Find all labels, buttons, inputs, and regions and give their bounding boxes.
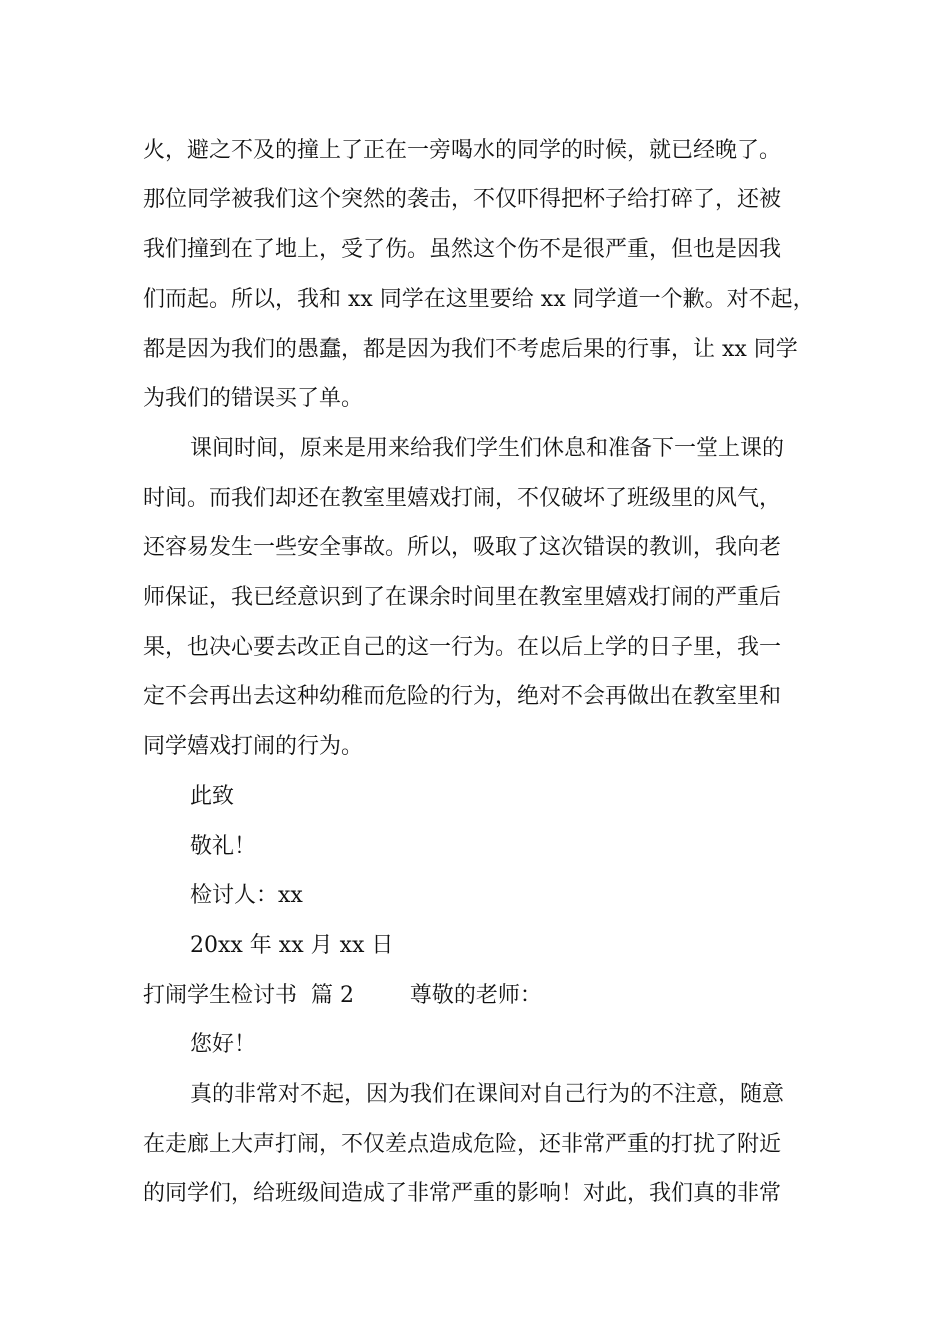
paragraph-1-line: 都是因为我们的愚蠢，都是因为我们不考虑后果的行事，让 xx 同学 [143, 337, 798, 362]
greeting-text: 您好！ [190, 1032, 257, 1057]
salute-text: 敬礼！ [190, 834, 257, 859]
closing-text: 此致 [190, 784, 235, 809]
paragraph-2-line: 同学嬉戏打闹的行为。 [143, 734, 364, 759]
paragraph-3-line: 真的非常对不起，因为我们在课间对自己行为的不注意，随意 [190, 1082, 785, 1107]
paragraph-3-line: 在走廊上大声打闹，不仅差点造成危险，还非常严重的打扰了附近 [143, 1132, 782, 1157]
paragraph-2-line: 课间时间，原来是用来给我们学生们休息和准备下一堂上课的 [190, 436, 785, 461]
paragraph-3-line: 的同学们，给班级间造成了非常严重的影响！对此，我们真的非常 [143, 1181, 782, 1206]
paragraph-1-line: 火，避之不及的撞上了正在一旁喝水的同学的时候，就已经晚了。 [143, 138, 782, 163]
signer-text: 检讨人：xx [190, 883, 303, 908]
paragraph-1-line: 为我们的错误买了单。 [143, 386, 364, 411]
paragraph-1-line: 们而起。所以，我和 xx 同学在这里要给 xx 同学道一个歉。对不起， [143, 287, 815, 312]
date-text: 20xx 年 xx 月 xx 日 [190, 933, 394, 958]
paragraph-2-line: 还容易发生一些安全事故。所以，吸取了这次错误的教训，我向老 [143, 535, 782, 560]
paragraph-2-line: 定不会再出去这种幼稚而危险的行为，绝对不会再做出在教室里和 [143, 684, 782, 709]
paragraph-2-line: 师保证，我已经意识到了在课余时间里在教室里嬉戏打闹的严重后 [143, 585, 782, 610]
paragraph-2-line: 果，也决心要去改正自己的这一行为。在以后上学的日子里，我一 [143, 635, 782, 660]
paragraph-2-line: 时间。而我们却还在教室里嬉戏打闹，不仅破坏了班级里的风气， [143, 486, 782, 511]
paragraph-1-line: 那位同学被我们这个突然的袭击，不仅吓得把杯子给打碎了，还被 [143, 187, 782, 212]
section-2-heading: 打闹学生检讨书 篇 2 尊敬的老师： [143, 983, 542, 1008]
paragraph-1-line: 我们撞到在了地上，受了伤。虽然这个伤不是很严重，但也是因我 [143, 237, 782, 262]
